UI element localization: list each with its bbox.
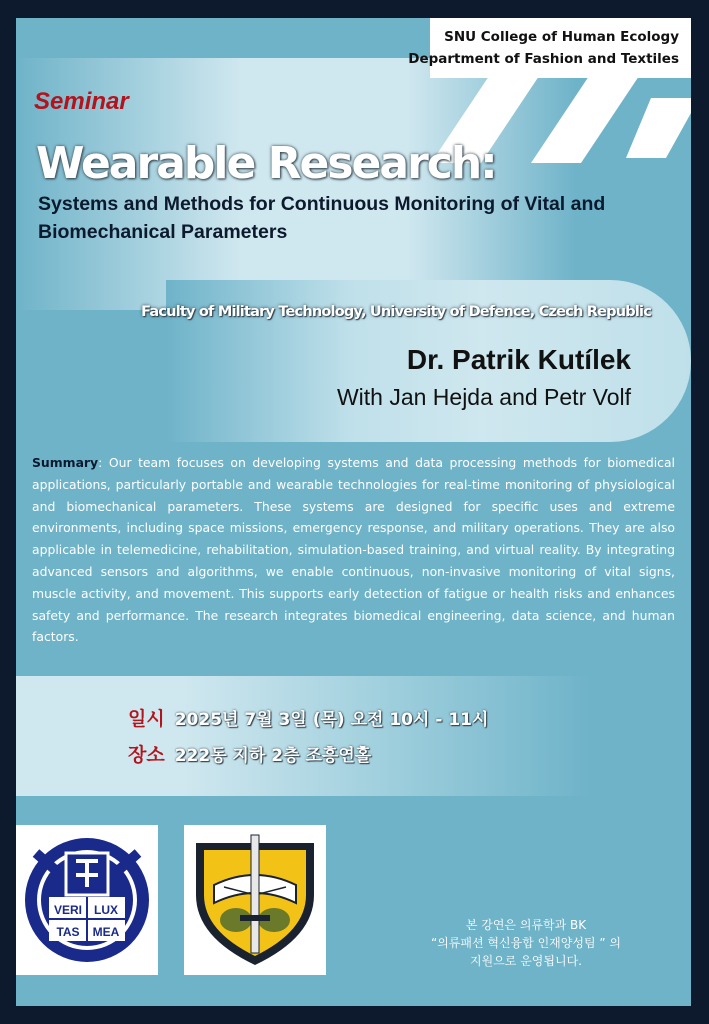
logo-text-tas: TAS [56,925,80,939]
logo-text-lux: LUX [94,903,118,917]
event-type: Seminar [34,88,129,115]
seminar-poster [16,18,691,1006]
speaker-name: Dr. Patrik Kutílek [406,344,631,375]
department-name: Department of Fashion and Textiles [408,51,679,67]
place-value: 222동 지하 2층 조흥연홀 [174,746,372,766]
date-row [128,704,488,731]
funding-note-line-2: “의류패션 혁신융합 인재양성팀 ” 의 [431,936,621,950]
event-title: Wearable Research: [36,138,496,189]
summary-text: : Our team focuses on developing systems and data processing methods for biomedical applications, particularly portable and wearable technologies for real-time monitoring of physiological and biomechanical parameters. These systems are designed for specific uses and extreme environments, including space missions, emergency response, and military operations. They are also applicable in telemedicine, rehabilitation, simulation-based training, and virtual reality. By integrating advanced sensors and algorithms, we enable continuous, non-invasive monitoring of vital signs, muscle activity, and movement. This supports early detection of fatigue or health risks and enhances safety and performance. The research integrates biomedical engineering, data science, and human factors. [32,455,675,645]
date-label: 일시 [128,708,165,730]
logo-text-veri: VERI [53,903,83,917]
logo-text-mea: MEA [92,925,120,939]
defence-university-logo [184,825,326,975]
date-value: 2025년 7월 3일 (목) 오전 10시 - 11시 [174,710,489,730]
summary-paragraph [32,452,675,648]
summary-label: Summary [32,455,99,470]
place-row [128,740,371,767]
schedule-band [16,676,691,796]
organizer [408,26,679,70]
event-subtitle: Systems and Methods for Continuous Monitoring of Vital and Biomechanical Parameters [38,193,606,243]
snu-logo [16,825,158,975]
funding-note [406,916,646,970]
place-label: 장소 [128,744,165,766]
funding-note-line-3: 지원으로 운영됩니다. [470,954,582,968]
speaker-affiliation: Faculty of Military Technology, University of Defence, Czech Republic [141,304,651,320]
funding-note-line-1: 본 강연은 의류학과 BK [465,918,587,932]
speaker-coauthors: With Jan Hejda and Petr Volf [336,384,631,410]
defence-shield-icon [184,825,326,975]
snu-emblem-icon [16,825,158,975]
college-name: SNU College of Human Ecology [444,29,679,45]
